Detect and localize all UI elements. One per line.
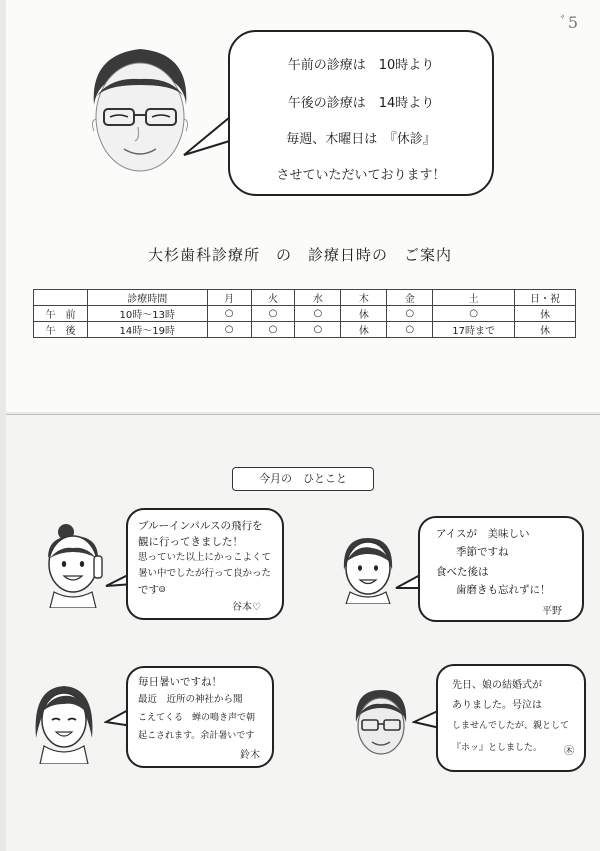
message-line: 最近 近所の神社から聞 (138, 694, 243, 705)
table-cell: ○ (433, 306, 515, 322)
signature: 鈴木 (240, 750, 260, 761)
message-line: 暑い中でしたが行って良かった (138, 568, 272, 579)
message-line: ありました。号泣は (452, 700, 542, 711)
suzuki-message-bubble (126, 666, 274, 768)
bubble-line: 午後の診療は 14時より (287, 96, 435, 111)
staff-suzuki-illustration (32, 678, 96, 764)
table-cell: ○ (387, 322, 433, 338)
table-cell: 休 (341, 322, 387, 338)
bubble-line: 毎週、木曜日は 『休診』 (286, 132, 436, 147)
table-cell: ○ (251, 322, 295, 338)
table-cell: ○ (207, 322, 251, 338)
message-line: しませんでしたが、親として (452, 721, 570, 731)
table-cell: 休 (341, 306, 387, 322)
staff-tanimoto-illustration (40, 522, 106, 608)
message-line: 『ホッ』としました。 (452, 743, 543, 753)
tanimoto-message-bubble (126, 508, 284, 620)
schedule-row-morning (34, 306, 576, 322)
header-cell: 木 (341, 290, 387, 306)
schedule-header-row (34, 290, 576, 306)
message-line: 起こされます。余計暑いです (138, 731, 255, 741)
message-line: 観に行ってきました！ (138, 536, 243, 548)
corner-handwritten-mark: ﾞ5 (559, 13, 578, 32)
staff-hirano-illustration (338, 530, 398, 604)
table-cell: ○ (295, 306, 341, 322)
table-cell: 14時～19時 (87, 322, 207, 338)
schedule-table (33, 289, 576, 338)
message-line: ブルーインパルスの飛行を (138, 520, 263, 532)
row-label: 午 前 (34, 306, 88, 322)
message-line: 思っていた以上にかっこよくて (138, 552, 272, 563)
header-cell: 診療時間 (87, 290, 207, 306)
header-cell: 火 (251, 290, 295, 306)
table-cell: 17時まで (433, 322, 515, 338)
row-label: 午 後 (34, 322, 88, 338)
schedule-row-afternoon (34, 322, 576, 338)
table-cell: 休 (515, 322, 576, 338)
header-cell: 日・祝 (515, 290, 576, 306)
bubble-line: 午前の診療は 10時より (287, 58, 435, 73)
message-line: こえてくる 蝉の鳴き声で朝 (138, 713, 256, 723)
message-line: アイスが 美味しい (436, 528, 530, 540)
message-line: 先日、娘の結婚式が (452, 680, 542, 691)
doctor-speech-bubble (228, 30, 494, 196)
hirano-message-bubble (418, 516, 584, 622)
table-cell: ○ (295, 322, 341, 338)
message-line: です☺ (138, 584, 166, 596)
bubble-line: させていただいております！ (276, 168, 446, 183)
header-cell (34, 290, 88, 306)
man-message-bubble (436, 664, 586, 772)
table-cell: ○ (251, 306, 295, 322)
message-line: 毎日暑いですね！ (138, 676, 222, 688)
header-cell: 月 (207, 290, 251, 306)
signature: 平野 (542, 606, 562, 617)
message-line: 季節ですね (456, 546, 509, 558)
table-cell: ○ (207, 306, 251, 322)
page-title: 大杉歯科診療所 の 診療日時の ご案内 (147, 246, 452, 264)
header-cell: 土 (433, 290, 515, 306)
table-cell: 10時～13時 (87, 306, 207, 322)
signature: ㊍ (564, 746, 574, 757)
table-cell: 休 (515, 306, 576, 322)
header-cell: 金 (387, 290, 433, 306)
staff-man-illustration (350, 682, 412, 762)
message-line: 食べた後は (436, 566, 489, 578)
header-cell: 水 (295, 290, 341, 306)
signature: 谷本♡ (232, 602, 261, 613)
message-line: 歯磨きも忘れずに！ (456, 584, 551, 596)
table-cell: ○ (387, 306, 433, 322)
month-message-label: 今月の ひとこと (232, 467, 374, 491)
